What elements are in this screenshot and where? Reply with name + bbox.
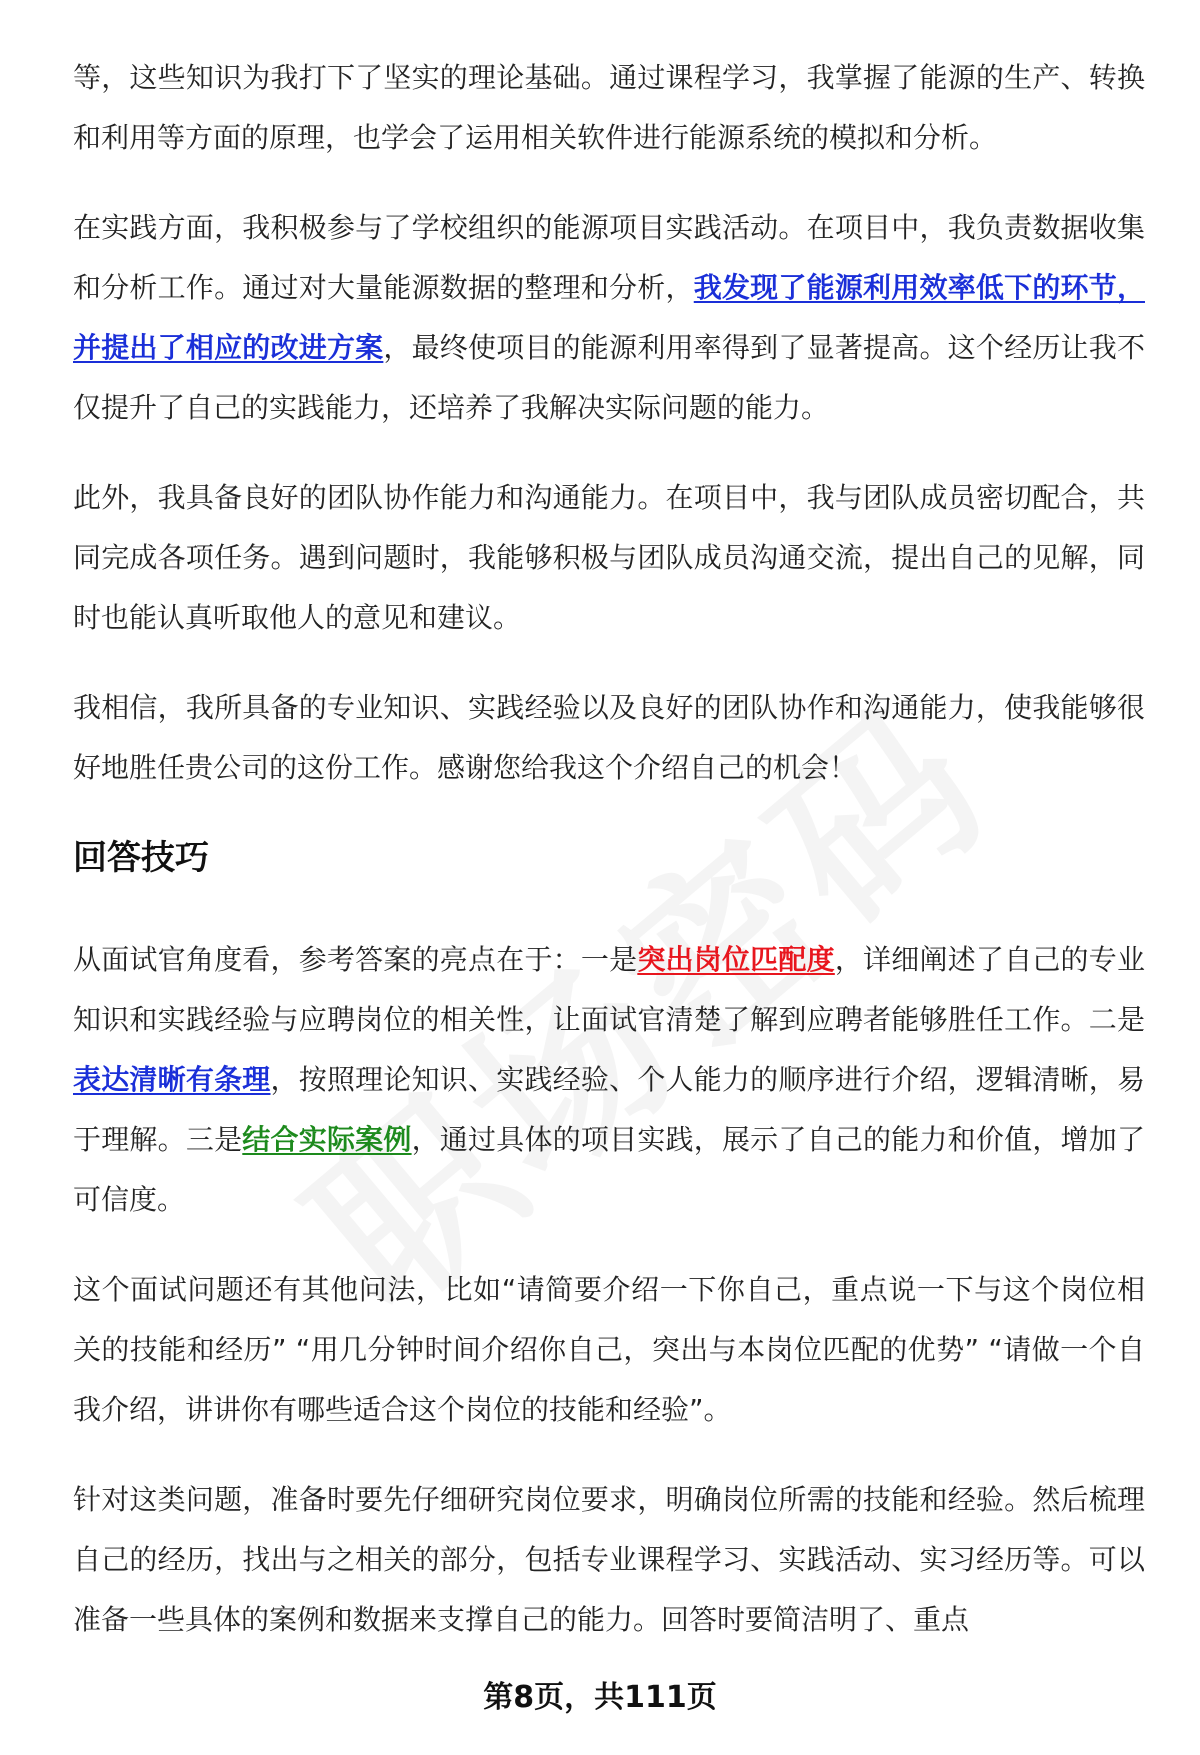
highlight-real-cases: 结合实际案例 — [242, 1123, 412, 1156]
paragraph-conclusion — [73, 678, 1145, 798]
paragraph-text: 从面试官角度看，参考答案的亮点在于：一是 — [73, 943, 638, 976]
paragraph-text: 此外，我具备良好的团队协作能力和沟通能力。在项目中，我与团队成员密切配合，共同完成各项任务。遇到问题时，我能够积极与团队成员沟通交流，提出自己的见解，同时也能认真听取他人的意见和建议。 — [73, 481, 1145, 634]
paragraph-text: ，通过具体的项目实践，展示了自己的能力和价值，增加了可信度。 — [73, 1123, 1145, 1216]
paragraph-text: ，详细阐述了自己的专业知识和实践经验与应聘岗位的相关性，让面试官清楚了解到应聘者能够胜任工作。二是 — [73, 943, 1145, 1036]
paragraph-practice — [73, 198, 1145, 438]
page-number: 第8页，共111页 — [483, 1680, 717, 1715]
paragraph-text: ，最终使项目的能源利用率得到了显著提高。这个经历让我不仅提升了自己的实践能力，还培养了我解决实际问题的能力。 — [73, 331, 1145, 424]
paragraph-preparation — [73, 1470, 1145, 1650]
paragraph-text: 针对这类问题，准备时要先仔细研究岗位要求，明确岗位所需的技能和经验。然后梳理自己的经历，找出与之相关的部分，包括专业课程学习、实践活动、实习经历等。可以准备一些具体的案例和数据来支撑自己的能力。回答时要简洁明了、重点 — [73, 1483, 1145, 1636]
highlight-job-match: 突出岗位匹配度 — [637, 943, 835, 976]
section-title: 回答技巧 — [73, 838, 209, 878]
highlight-clear-expression: 表达清晰有条理 — [73, 1063, 271, 1096]
paragraph-knowledge — [73, 48, 1145, 168]
paragraph-tips-highlights — [73, 930, 1145, 1230]
paragraph-text: 在实践方面，我积极参与了学校组织的能源项目实践活动。在项目中，我负责数据收集和分析工作。通过对大量能源数据的整理和分析， — [73, 211, 1145, 304]
paragraph-text: ，按照理论知识、实践经验、个人能力的顺序进行介绍，逻辑清晰，易于理解。三是 — [73, 1063, 1145, 1156]
paragraph-alternative-questions — [73, 1260, 1145, 1440]
highlight-improvement: 我发现了能源利用效率低下的环节，并提出了相应的改进方案 — [73, 271, 1145, 364]
paragraph-teamwork — [73, 468, 1145, 648]
document-body — [73, 48, 1145, 1680]
paragraph-text: 这个面试问题还有其他问法，比如“请简要介绍一下你自己，重点说一下与这个岗位相关的技能和经历” “用几分钟时间介绍你自己，突出与本岗位匹配的优势” “请做一个自我介绍，讲讲你有哪些适合这个岗位的技能和经验”。 — [73, 1273, 1145, 1426]
paragraph-text: 等，这些知识为我打下了坚实的理论基础。通过课程学习，我掌握了能源的生产、转换和利用等方面的原理，也学会了运用相关软件进行能源系统的模拟和分析。 — [73, 61, 1145, 154]
paragraph-text: 我相信，我所具备的专业知识、实践经验以及良好的团队协作和沟通能力，使我能够很好地胜任贵公司的这份工作。感谢您给我这个介绍自己的机会！ — [73, 691, 1145, 784]
